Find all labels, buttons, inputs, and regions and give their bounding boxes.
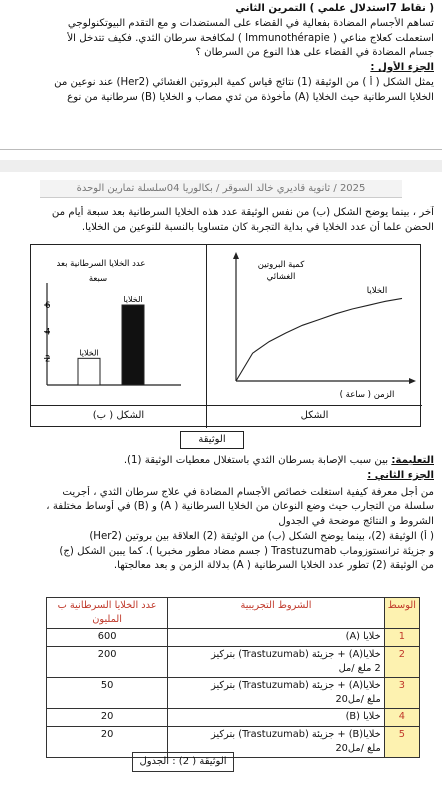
page-gap xyxy=(0,160,442,172)
intro-line: تساهم الأجسام المضادة بفعالية في القضاء على المستضدات و مع التقدم البيوتكنولوجي xyxy=(67,17,434,29)
instruction-label: التعليمة: xyxy=(391,455,434,466)
medium-cell: 4 xyxy=(384,709,419,726)
bar-y-tick-label: 4 xyxy=(45,327,51,338)
medium-cell: 2 xyxy=(384,646,419,677)
instruction-text: بين سبب الإصابة بسرطان الثدي باستغلال معطيات الوثيقة (1). xyxy=(123,455,389,466)
count-cell: 50 xyxy=(47,678,168,709)
count-cell: 600 xyxy=(47,629,168,646)
bar-y-tick-label: 6 xyxy=(45,301,51,311)
results-table xyxy=(46,597,420,758)
bar-ticks xyxy=(44,301,50,364)
header-count-1: عدد الخلايا السرطانية ب xyxy=(57,600,157,611)
condition-cell xyxy=(168,629,385,646)
document-label: الوثيقة xyxy=(180,431,244,449)
intro2-line: آخر ، بينما يوضح الشكل (ب) من نفس الوثيقة عدد هذه الخلايا السرطانية بعد سبعة أيام من xyxy=(51,207,434,218)
figure-document-1 xyxy=(30,244,421,427)
condition-cell xyxy=(168,709,385,726)
part2-line: ( أ) الوثيقة (2)، بينما يوضح الشكل (ب) من الوثيقة (2) العلاقة بين بروتين (Her2) xyxy=(89,530,434,542)
line-x-title: الزمن ( ساعة ) xyxy=(339,390,395,400)
instruction xyxy=(8,454,434,574)
header-count-2: المليون xyxy=(92,614,123,626)
condition-line: خلايا (A) xyxy=(345,631,381,643)
bar-chart-panel xyxy=(31,245,206,407)
header-count xyxy=(47,598,168,629)
intro-continued xyxy=(8,206,434,236)
caption-figure-a: الشكل xyxy=(207,405,422,426)
bar-y-title-1: عدد الخلايا السرطانية بعد xyxy=(56,259,146,269)
table-row xyxy=(47,709,420,726)
line-chart xyxy=(207,245,422,407)
intro-line: استعملت كعلاج مناعي ( Immunothérapie ) لمكافحة سرطان الثدي. فكيف تتدخل الأ xyxy=(67,32,434,44)
table-row xyxy=(47,646,420,677)
bar-y-tick-label: 2 xyxy=(45,354,51,365)
count-cell: 200 xyxy=(47,646,168,677)
bar-mark xyxy=(78,358,100,385)
part2-line: من أجل معرفة كيفية استغلت خصائص الأجسام المضادة في علاج سرطان الثدي ، أجريت xyxy=(62,486,434,498)
condition-line: خلايا(A) + جزيئة (Trastuzumab) بتركيز xyxy=(211,680,381,692)
part2-line: الشروط و النتائج موضحة في الجدول xyxy=(278,516,434,528)
condition-line: ملغ /مل20 xyxy=(335,742,381,754)
part1-line: يمثل الشكل ( أ ) من الوثيقة (1) نتائج قياس كمية البروتين الغشائي (Her2) عند نوعين من xyxy=(54,76,434,88)
table-header-row xyxy=(47,598,420,629)
part2-line: من الوثيقة (2) تطور عدد الخلايا السرطانية ( A) بدلالة الزمن و بعد معالجتها. xyxy=(113,560,434,572)
part2-title: الجزء الثاني : xyxy=(367,469,434,481)
line-series-cells xyxy=(236,298,402,381)
condition-line: خلايا (B) xyxy=(345,711,381,723)
page-header: 2025 / ثانوية قاديري خالد السوقر / بكالوريا 04سلسلة تمارين الوحدة xyxy=(40,180,402,198)
condition-line: ملغ /مل20 xyxy=(335,694,381,706)
medium-cell: 1 xyxy=(384,629,419,646)
condition-line: خلايا(A) + جزيئة (Trastuzumab) بتركيز xyxy=(211,648,381,660)
count-cell: 20 xyxy=(47,709,168,726)
count-cell: 20 xyxy=(47,726,168,757)
part2-line: سلسلة من التجارب حيث وضع النوعان من الخلايا السرطانية ( A) و (B) في أوساط مختلفة ، xyxy=(46,501,434,513)
condition-line: 2 ملغ /مل xyxy=(338,662,381,674)
part2-line: و جزيئة ترانستوزوماب Trastuzumab ( جسم مضاد مطور مخبريا ). كما يبين الشكل (ج) xyxy=(59,545,434,557)
bar-marks xyxy=(78,295,144,385)
page-separator xyxy=(0,149,442,150)
condition-cell xyxy=(168,678,385,709)
intro-line: جسام المضادة في القضاء على هذا النوع من السرطان ؟ xyxy=(195,47,434,59)
table-row xyxy=(47,629,420,646)
bar-y-title-2: سبعة xyxy=(88,274,108,284)
x-arrow-icon xyxy=(409,378,416,384)
exercise-title: ( نقاط 7استدلال علمي ) التمرين الثاني xyxy=(235,3,434,14)
table-caption: الوثيقة ( 2) : الجدول xyxy=(132,752,234,772)
exercise-intro xyxy=(8,2,434,105)
line-chart-panel xyxy=(207,245,422,407)
bar-mark xyxy=(122,305,144,385)
condition-cell xyxy=(168,646,385,677)
line-series-label: الخلايا xyxy=(366,286,388,296)
line-y-title-2: الغشائي xyxy=(266,272,296,282)
table-row xyxy=(47,678,420,709)
medium-cell: 5 xyxy=(384,726,419,757)
condition-line: خلايا(B) + جزيئة (Trastuzumab) بتركيز xyxy=(211,728,381,740)
part1-line: الخلايا السرطانية حيث الخلايا (A) مأخوذة من ثدي مصاب و الخلايا (B) سرطانية من نوع xyxy=(67,91,434,103)
caption-figure-b: الشكل ( ب) xyxy=(31,405,206,426)
header-conditions: الشروط التجريبية xyxy=(168,598,385,629)
medium-cell: 3 xyxy=(384,678,419,709)
header-medium: الوسط xyxy=(384,598,419,629)
bar-category-label: الخلايا xyxy=(123,295,143,304)
part1-title: الجزء الأول : xyxy=(370,62,434,74)
line-y-title-1: كمية البروتين xyxy=(257,260,305,270)
y-arrow-icon xyxy=(233,252,239,259)
bar-category-label: الخلايا xyxy=(79,348,99,358)
intro2-line: الحضن علما أن عدد الخلايا في بداية التجربة كان متساويا بالنسبة للنوعين من الخلايا. xyxy=(81,221,434,233)
bar-chart xyxy=(31,245,206,407)
